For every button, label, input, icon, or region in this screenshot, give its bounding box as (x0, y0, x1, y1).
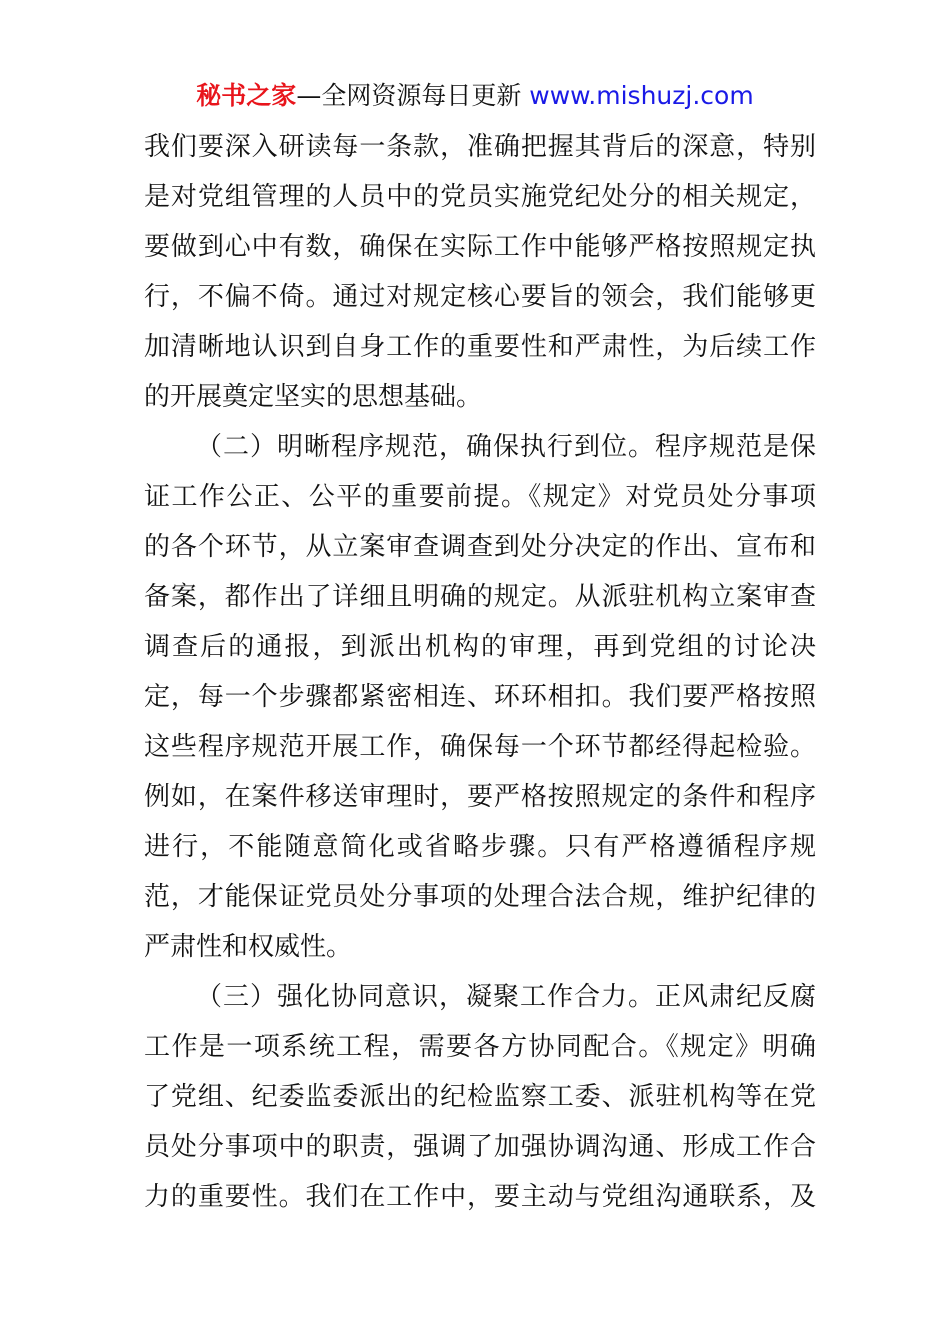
text-line: 定，每一个步骤都紧密相连、环环相扣。我们要严格按照 (144, 682, 816, 712)
section-heading-line: （二）明晰程序规范，确保执行到位。程序规范是保 (196, 432, 816, 462)
text-line: 力的重要性。我们在工作中，要主动与党组沟通联系，及 (144, 1182, 816, 1212)
text-line: 工作是一项系统工程，需要各方协同配合。《规定》明确 (144, 1032, 816, 1062)
site-brand: 秘书之家 (196, 81, 297, 110)
text-line: 了党组、纪委监委派出的纪检监察工委、派驻机构等在党 (144, 1082, 816, 1112)
site-url-link[interactable]: www.mishuzj.com (529, 81, 754, 110)
text-line: 进行，不能随意简化或省略步骤。只有严格遵循程序规 (144, 832, 816, 862)
text-line: 是对党组管理的人员中的党员实施党纪处分的相关规定， (144, 182, 816, 212)
text-line: 的开展奠定坚实的思想基础。 (144, 382, 483, 412)
text-line: 行，不偏不倚。通过对规定核心要旨的领会，我们能够更 (144, 282, 816, 312)
text-line: 严肃性和权威性。 (144, 932, 353, 962)
text-line: 这些程序规范开展工作，确保每一个环节都经得起检验。 (144, 732, 816, 762)
text-line: 调查后的通报，到派出机构的审理，再到党组的讨论决 (144, 632, 816, 662)
text-line: 证工作公正、公平的重要前提。《规定》对党员处分事项 (144, 482, 816, 512)
section-heading-line: （三）强化协同意识，凝聚工作合力。正风肃纪反腐 (196, 982, 816, 1012)
document-body (144, 122, 816, 1222)
text-line: 加清晰地认识到自身工作的重要性和严肃性，为后续工作 (144, 332, 816, 362)
text-line: 我们要深入研读每一条款，准确把握其背后的深意，特别 (144, 132, 816, 162)
text-line: 员处分事项中的职责，强调了加强协调沟通、形成工作合 (144, 1132, 816, 1162)
text-line: 备案，都作出了详细且明确的规定。从派驻机构立案审查 (144, 582, 816, 612)
text-line: 的各个环节，从立案审查调查到处分决定的作出、宣布和 (144, 532, 816, 562)
site-header (0, 78, 950, 114)
text-line: 例如，在案件移送审理时，要严格按照规定的条件和程序 (144, 782, 816, 812)
text-line: 范，才能保证党员处分事项的处理合法合规，维护纪律的 (144, 882, 816, 912)
text-line: 要做到心中有数，确保在实际工作中能够严格按照规定执 (144, 232, 816, 262)
site-tagline: —全网资源每日更新 (296, 81, 530, 110)
